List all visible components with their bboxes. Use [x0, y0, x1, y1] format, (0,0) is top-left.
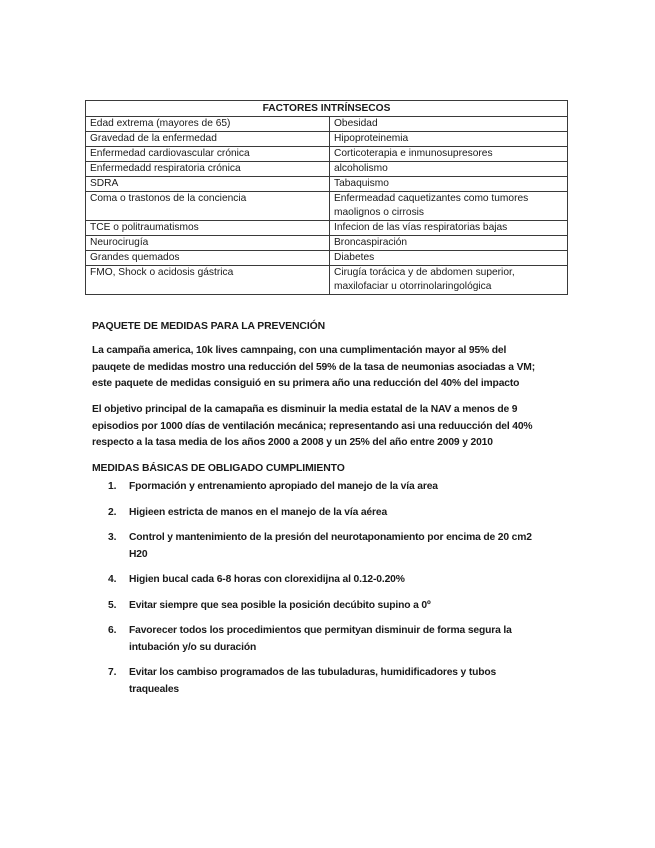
- cell-text: Grandes quemados: [90, 252, 180, 263]
- list-item-text: [129, 530, 562, 563]
- table-body: [86, 117, 568, 295]
- cell-text: alcoholismo: [334, 163, 388, 174]
- cell-text: Obesidad: [334, 118, 378, 129]
- list-item: [92, 572, 562, 589]
- table-cell: [86, 162, 330, 177]
- table-cell: [330, 117, 568, 132]
- table-cell: [330, 147, 568, 162]
- list-item-text: [129, 479, 562, 496]
- cell-text: Hipoproteinemia: [334, 133, 409, 144]
- table-row: [86, 192, 568, 221]
- table-row: [86, 177, 568, 192]
- prevention-paragraph-2: [92, 402, 562, 452]
- list-item: [92, 623, 562, 656]
- list-item-number: 2.: [108, 506, 117, 518]
- table-row: [86, 132, 568, 147]
- cell-text: Enfermedadd respiratoria crónica: [90, 163, 241, 174]
- list-item-line: Higien bucal cada 6-8 horas con clorexidijna al 0.12-0.20%: [129, 574, 405, 585]
- list-item-line: Evitar siempre que sea posible la posición decúbito supino a 0º: [129, 599, 431, 611]
- list-item-text: [129, 505, 562, 522]
- list-item-number: 7.: [108, 667, 117, 678]
- list-item-text: [129, 598, 562, 615]
- table-cell: [330, 192, 568, 221]
- prevention-paragraph-1: [92, 343, 562, 393]
- list-item: [92, 479, 562, 496]
- cell-text: Enfermeadad caquetizantes como tumores: [334, 193, 529, 204]
- table-cell: [330, 266, 568, 295]
- table-cell: [330, 177, 568, 192]
- table-cell: [330, 236, 568, 251]
- cell-text: SDRA: [90, 178, 119, 189]
- list-item-line: Evitar los cambiso programados de las tubuladuras, humidificadores y tubos: [129, 667, 497, 678]
- table-cell: [330, 221, 568, 236]
- list-item-line: H20: [129, 548, 148, 560]
- measures-list: [92, 479, 562, 698]
- list-item-text: [129, 665, 562, 698]
- table-cell: [330, 251, 568, 266]
- table-row: [86, 266, 568, 295]
- list-item-text: [129, 623, 562, 656]
- paragraph-line: episodios por 1000 días de ventilación mecánica; representando asi una reduucción del 40%: [92, 420, 533, 432]
- table-cell: [86, 236, 330, 251]
- list-item-number: 6.: [108, 625, 117, 636]
- list-item-number: 3.: [108, 532, 117, 543]
- table-cell: [86, 177, 330, 192]
- cell-text: Edad extrema (mayores de 65): [90, 118, 231, 129]
- list-item-text: [129, 572, 562, 589]
- table-row: [86, 162, 568, 177]
- cell-text: Neurocirugía: [90, 237, 149, 248]
- table-row: [86, 221, 568, 236]
- cell-text: Broncaspiración: [334, 237, 408, 248]
- measures-heading: MEDIDAS BÁSICAS DE OBLIGADO CUMPLIMIENTO: [92, 463, 345, 474]
- table-cell: [86, 117, 330, 132]
- table-cell: [86, 266, 330, 295]
- paragraph-line: El objetivo principal de la camapaña es disminuir la media estatal de la NAV a menos de 9: [92, 404, 518, 415]
- list-item-number: 4.: [108, 574, 117, 585]
- paragraph-line: pauqete de medidas mostro una reducción del 59% de la tasa de neumonias asociadas a VM;: [92, 361, 536, 373]
- cell-text: Coma o trastonos de la conciencia: [90, 193, 247, 204]
- cell-text: Diabetes: [334, 252, 375, 263]
- paragraph-line: respecto a la tasa media de los años 2000 a 2008 y un 25% del año entre 2009 y 2010: [92, 437, 493, 448]
- table-cell: [330, 162, 568, 177]
- table-cell: [86, 251, 330, 266]
- list-item: [92, 505, 562, 522]
- table-cell: [86, 132, 330, 147]
- list-item-number: 5.: [108, 599, 117, 611]
- paragraph-line: este paquete de medidas consiguió en su primera año una reducción del 40% del impacto: [92, 378, 520, 389]
- cell-text: Infecion de las vías respiratorias bajas: [334, 222, 508, 233]
- cell-text: Gravedad de la enfermedad: [90, 133, 217, 144]
- paragraph-line: La campaña america, 10k lives camnpaing, con una cumplimentación mayor al 95% del: [92, 345, 507, 356]
- list-item-line: traqueales: [129, 683, 180, 695]
- list-item: [92, 598, 562, 615]
- list-item-line: intubación y/o su duración: [129, 641, 257, 653]
- cell-text: Enfermedad cardiovascular crónica: [90, 148, 250, 159]
- table-cell: [330, 132, 568, 147]
- list-item-number: 1.: [108, 481, 117, 492]
- table-row: [86, 117, 568, 132]
- prevention-heading: PAQUETE DE MEDIDAS PARA LA PREVENCIÓN: [92, 321, 325, 332]
- list-item: [92, 665, 562, 698]
- table-cell: [86, 192, 330, 221]
- table-title: FACTORES INTRÍNSECOS: [86, 101, 568, 117]
- list-item-line: Favorecer todos los procedimientos que permityan disminuir de forma segura la: [129, 625, 512, 636]
- table-row: [86, 236, 568, 251]
- cell-text: FMO, Shock o acidosis gástrica: [90, 267, 234, 278]
- list-item: [92, 530, 562, 563]
- table-cell: [86, 221, 330, 236]
- cell-text: TCE o politraumatismos: [90, 222, 199, 233]
- table-row: [86, 147, 568, 162]
- list-item-line: Fpormación y entrenamiento apropiado del manejo de la vía area: [129, 481, 438, 492]
- table-cell: [86, 147, 330, 162]
- cell-text: maxilofaciar u otorrinolaringológica: [334, 281, 492, 292]
- cell-text: maolignos o cirrosis: [334, 207, 425, 218]
- table-row: [86, 251, 568, 266]
- list-item-line: Higieen estricta de manos en el manejo de la vía aérea: [129, 506, 388, 518]
- intrinsic-factors-table: [85, 100, 568, 295]
- cell-text: Tabaquismo: [334, 178, 389, 189]
- list-item-line: Control y mantenimiento de la presión del neurotaponamiento por encima de 20 cm2: [129, 532, 532, 543]
- cell-text: Corticoterapia e inmunosupresores: [334, 148, 493, 159]
- table-header-row: [86, 101, 568, 117]
- cell-text: Cirugía torácica y de abdomen superior,: [334, 267, 515, 278]
